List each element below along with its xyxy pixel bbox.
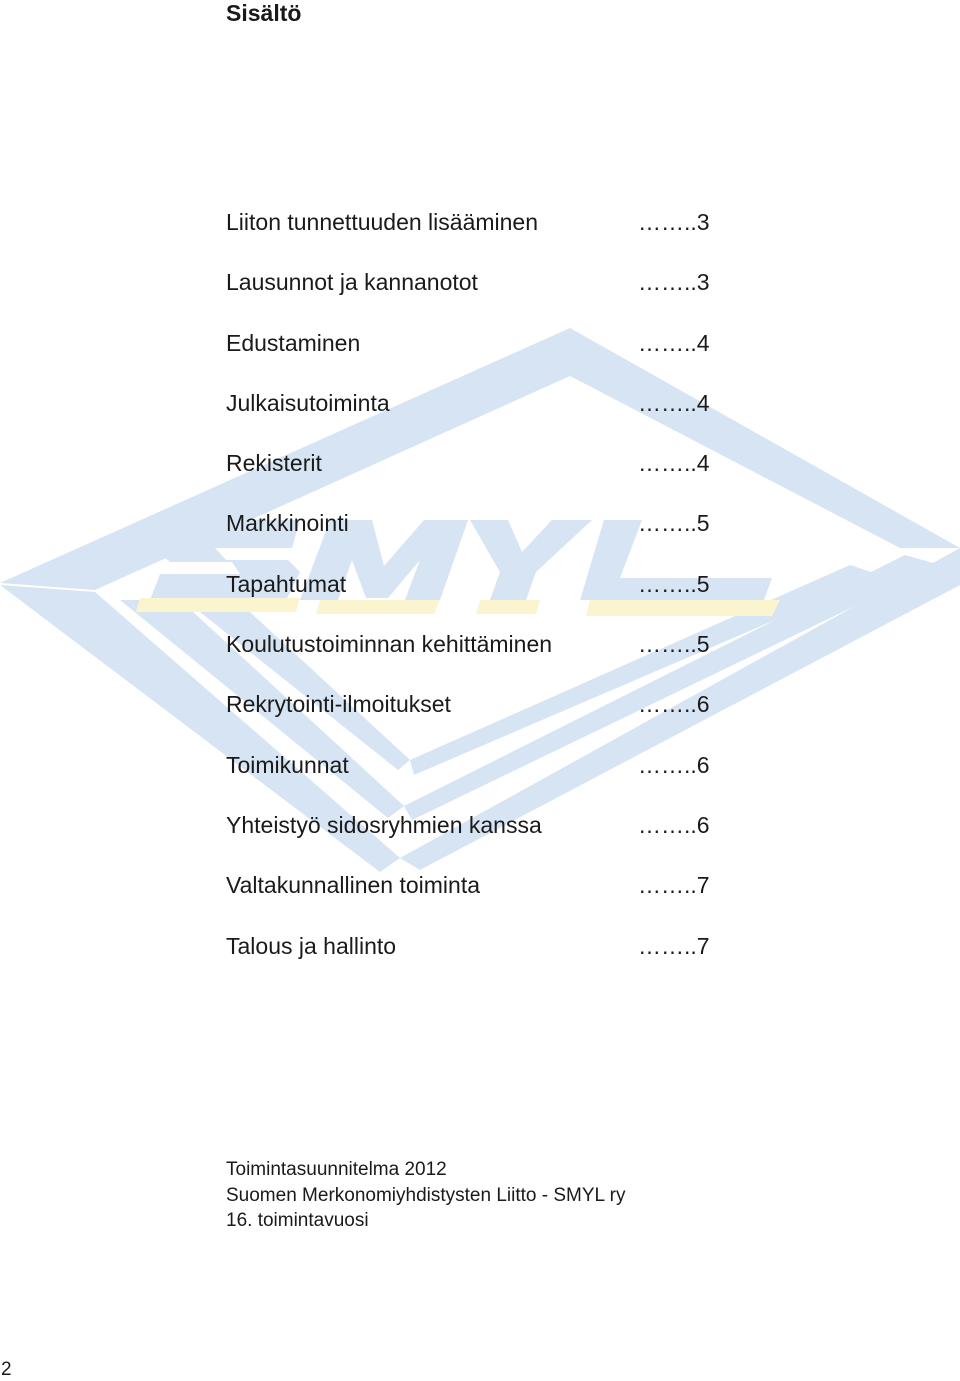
page-title: Sisältö <box>226 0 302 26</box>
toc-entry-title: Lausunnot ja kannanotot <box>226 269 478 296</box>
toc-entry-page: ……..5 <box>638 510 710 537</box>
toc-entry <box>226 267 746 327</box>
toc-entry-page: ……..6 <box>638 811 710 838</box>
toc-entry-title: Rekrytointi-ilmoitukset <box>226 691 451 718</box>
footer-operating-year: 16. toimintavuosi <box>226 1210 369 1231</box>
toc-entry <box>226 508 746 568</box>
toc-entry-page: ……..4 <box>638 450 710 477</box>
toc-entry-page: ……..3 <box>638 209 710 235</box>
toc-entry-title: Yhteistyö sidosryhmien kanssa <box>226 811 542 838</box>
toc-entry-page: ……..3 <box>638 269 710 296</box>
toc-entry-page: ……..4 <box>638 329 710 356</box>
toc-entry <box>226 870 746 930</box>
toc-entry <box>226 750 746 810</box>
toc-entry <box>226 931 746 991</box>
toc-entry <box>226 689 746 749</box>
toc-entry-title: Talous ja hallinto <box>226 932 397 959</box>
toc-entry <box>226 388 746 448</box>
toc-entry-title: Valtakunnallinen toiminta <box>226 872 481 899</box>
footer-organization: Suomen Merkonomiyhdistysten Liitto - SMYL ry <box>226 1184 626 1206</box>
toc-entry-title: Toimikunnat <box>226 751 349 778</box>
toc-entry <box>226 569 746 629</box>
toc-entry-page: ……..6 <box>638 691 710 718</box>
toc-entry-title: Markkinointi <box>226 510 349 537</box>
table-of-contents <box>226 207 746 991</box>
toc-entry-page: ……..7 <box>638 932 710 959</box>
toc-entry-page: ……..5 <box>638 631 710 658</box>
toc-entry <box>226 207 746 267</box>
toc-entry-title: Tapahtumat <box>226 570 347 597</box>
toc-entry <box>226 629 746 689</box>
toc-entry-title: Julkaisutoiminta <box>226 389 390 416</box>
footer-plan-title: Toimintasuunnitelma 2012 <box>226 1159 447 1180</box>
toc-entry <box>226 810 746 870</box>
toc-entry-title: Koulutustoiminnan kehittäminen <box>226 631 553 658</box>
toc-entry <box>226 448 746 508</box>
toc-entry-page: ……..6 <box>638 751 710 778</box>
toc-entry-title: Rekisterit <box>226 450 322 477</box>
document-footer <box>226 1157 626 1234</box>
toc-entry-title: Liiton tunnettuuden lisääminen <box>226 209 539 235</box>
page-number: 2 <box>1 1359 12 1380</box>
toc-entry <box>226 328 746 388</box>
toc-entry-page: ……..5 <box>638 570 710 597</box>
toc-entry-page: ……..4 <box>638 389 710 416</box>
toc-entry-page: ……..7 <box>638 872 710 899</box>
toc-entry-title: Edustaminen <box>226 329 361 356</box>
